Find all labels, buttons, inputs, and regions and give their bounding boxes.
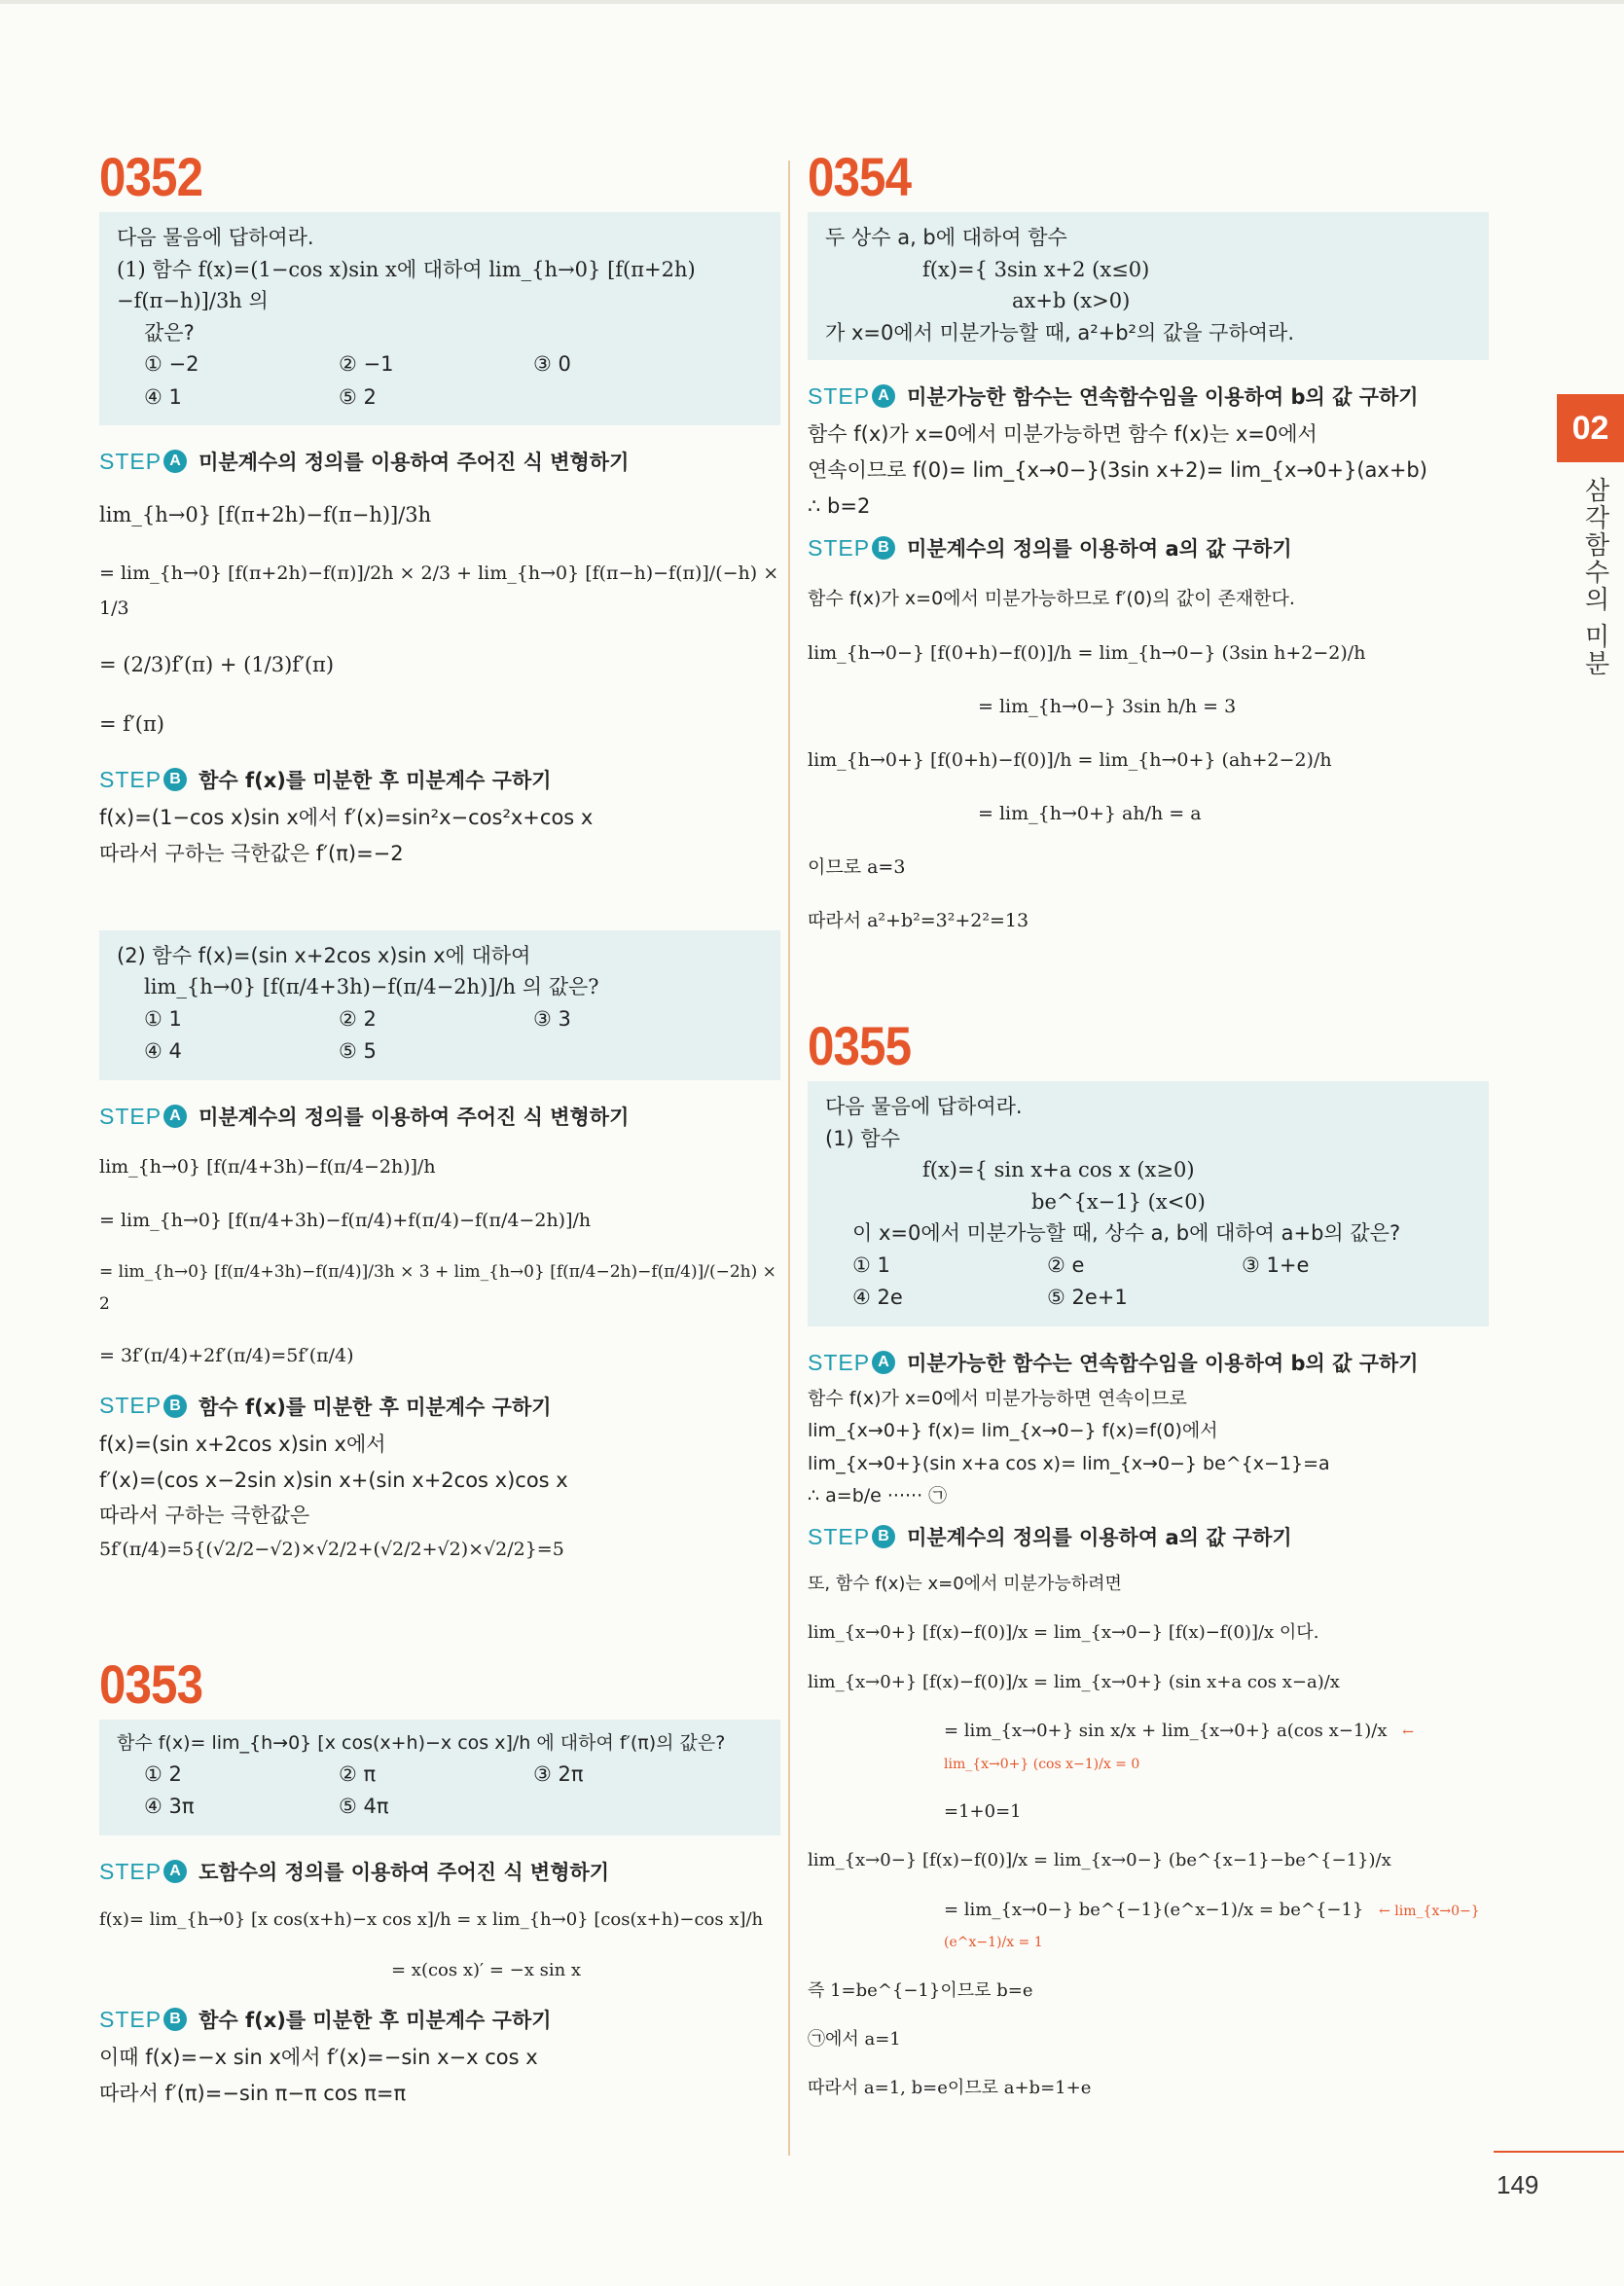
solution-line: 따라서 a²+b²=3²+2²=13 [808,910,1029,931]
choice-3[interactable]: ③ 1+e [1242,1252,1310,1277]
answer-choices [117,348,763,414]
step-tag: STEP [99,1103,162,1129]
step-tag: STEP [808,1523,871,1549]
step-tag: STEP [99,766,162,792]
choice-4[interactable]: ④ 3π [144,1795,195,1819]
margin-note: ← lim_{x→0−} (e^x−1)/x = 1 [944,1903,1480,1951]
math-line: =1+0=1 [944,1800,1022,1822]
math-line: = lim_{h→0} [f(π+2h)−f(π)]/2h × 2/3 + lim_{h→0} [f(π−h)−f(π)]/(−h) × 1/3 [99,562,779,620]
solution-line: 이때 f(x)=−x sin x에서 f′(x)=−sin x−x cos x [99,2046,538,2070]
step-title: 미분계수의 정의를 이용하여 주어진 식 변형하기 [198,1106,630,1130]
choice-5[interactable]: ⑤ 2 [339,384,377,409]
solution-line: ∴ b=2 [808,493,871,518]
choice-5[interactable]: ⑤ 4π [339,1795,389,1819]
step-b-badge-icon: B [163,2008,187,2031]
choice-3[interactable]: ③ 3 [533,1006,571,1031]
step-tag: STEP [99,2006,162,2032]
piecewise-line-2: ax+b (x>0) [1012,289,1131,313]
solution-line: f(x)=(sin x+2cos x)sin x에서 [99,1432,386,1456]
question-box-0353 [99,1720,780,1835]
choice-1[interactable]: ① 1 [852,1252,890,1277]
choice-2[interactable]: ② e [1047,1252,1085,1277]
math-line: = lim_{h→0} [f(π/4+3h)−f(π/4)]/3h × 3 + lim_{h→0} [f(π/4−2h)−f(π/4)]/(−2h) × 2 [99,1262,776,1314]
solution-line: 따라서 구하는 극한값은 f′(π)=−2 [99,841,404,865]
math-line: lim_{x→0−} [f(x)−f(0)]/x = lim_{x→0−} (be^{x−1}−be^{−1})/x [808,1850,1391,1871]
solution-line: 따라서 f′(π)=−sin π−π cos π=π [99,2082,407,2106]
question-text-cont: lim_{h→0} [f(π/4+3h)−f(π/4−2h)]/h 의 값은? [144,975,599,999]
page-number: 149 [1497,2170,1539,2199]
step-tag: STEP [808,534,871,561]
step-b-badge-icon: B [163,768,187,791]
question-outro: 이 x=0에서 미분가능할 때, 상수 a, b에 대하여 a+b의 값은? [852,1221,1401,1246]
choice-1[interactable]: ① 1 [144,1006,182,1031]
choice-2[interactable]: ② π [339,1761,377,1786]
step-b-heading [808,1522,1489,1551]
math-line: f(x)= lim_{h→0} [x cos(x+h)−x cos x]/h = x lim_{h→0} [cos(x+h)−cos x]/h [99,1909,764,1931]
step-tag: STEP [99,448,162,474]
solution-text [808,1383,1489,1512]
problem-number-0355: 0355 [808,1015,912,1077]
step-title: 함수 f(x)를 미분한 후 미분계수 구하기 [198,769,552,793]
solution-line: ㉠에서 a=1 [808,2028,901,2050]
problem-number-0354: 0354 [808,146,912,207]
math-line: = lim_{h→0−} 3sin h/h = 3 [978,695,1237,717]
question-text: (2) 함수 f(x)=(sin x+2cos x)sin x에 대하여 [117,943,531,967]
solution-line: 즉 1=be^{−1}이므로 b=e [808,1979,1033,2001]
choice-3[interactable]: ③ 0 [533,352,571,377]
solution-line: lim_{x→0+}(sin x+a cos x)= lim_{x→0−} be^{x−1}=a [808,1452,1330,1474]
solution-line: 5f′(π/4)=5{(√2/2−√2)×√2/2+(√2/2+√2)×√2/2}=5 [99,1539,564,1561]
question-intro: 다음 물음에 답하여라. [117,226,314,249]
math-text: = lim_{x→0−} be^{−1}(e^x−1)/x = be^{−1} [944,1899,1364,1920]
column-divider [788,161,790,2156]
step-a-heading [99,1102,780,1131]
solution-math [808,581,1489,938]
solution-math [99,1904,780,1987]
solution-line: 함수 f(x)가 x=0에서 미분가능하므로 f′(0)의 값이 존재한다. [808,588,1295,610]
step-title: 미분가능한 함수는 연속함수임을 이용하여 b의 값 구하기 [907,1352,1419,1376]
math-line: lim_{h→0+} [f(0+h)−f(0)]/h = lim_{h→0+} (ah+2−2)/h [808,748,1332,771]
math-line [808,1716,1489,1779]
step-a-heading [808,1348,1489,1377]
math-line: lim_{x→0+} [f(x)−f(0)]/x = lim_{x→0−} [f(x)−f(0)]/x 이다. [808,1622,1319,1644]
margin-note: ← lim_{x→0+} (cos x−1)/x = 0 [944,1724,1414,1772]
math-line: lim_{h→0} [f(π+2h)−f(π−h)]/3h [99,503,432,527]
step-tag: STEP [808,382,871,409]
step-tag: STEP [808,1349,871,1375]
spacer [99,1566,780,1653]
step-b-badge-icon: B [163,1395,187,1418]
top-border [0,0,1624,4]
step-a-heading [99,1857,780,1886]
step-a-badge-icon: A [872,1351,895,1374]
solution-text [808,417,1489,524]
solution-math [99,496,780,744]
step-b-heading [99,2005,780,2034]
step-title: 미분계수의 정의를 이용하여 a의 값 구하기 [907,1526,1292,1550]
math-line: lim_{h→0} [f(π/4+3h)−f(π/4−2h)]/h [99,1156,436,1179]
math-line: = (2/3)f′(π) + (1/3)f′(π) [99,653,335,677]
step-b-badge-icon: B [872,1525,895,1548]
chapter-tab[interactable]: 02 [1557,394,1624,462]
spacer [808,957,1489,1015]
step-a-badge-icon: A [163,1860,187,1883]
solution-line: 따라서 a=1, b=e이므로 a+b=1+e [808,2078,1092,2099]
step-title: 도함수의 정의를 이용하여 주어진 식 변형하기 [198,1861,610,1885]
math-line: = f′(π) [99,712,164,737]
math-line: = 3f′(π/4)+2f′(π/4)=5f′(π/4) [99,1344,354,1366]
right-column [808,146,1489,2123]
math-line [808,1895,1489,1958]
solution-line: 따라서 구하는 극한값은 [99,1504,310,1528]
step-b-heading [99,1392,780,1421]
piecewise-line-1: f(x)={ sin x+a cos x (x≥0) [922,1158,1195,1182]
question-text: (1) 함수 f(x)=(1−cos x)sin x에 대하여 lim_{h→0} [f(π+2h)−f(π−h)]/3h 의 [117,257,696,313]
question-outro: 가 x=0에서 미분가능할 때, a²+b²의 값을 구하여라. [825,320,1294,345]
choice-1[interactable]: ① 2 [144,1761,182,1786]
step-a-badge-icon: A [163,1105,187,1128]
piecewise-line-1: f(x)={ 3sin x+2 (x≤0) [922,257,1150,281]
answer-choices [825,1250,1471,1315]
math-line: = lim_{h→0} [f(π/4+3h)−f(π/4)+f(π/4)−f(π/4−2h)]/h [99,1210,592,1232]
solution-line: 연속이므로 f(0)= lim_{x→0−}(3sin x+2)= lim_{x→0+}(ax+b) [808,457,1427,482]
step-title: 미분계수의 정의를 이용하여 주어진 식 변형하기 [198,451,630,475]
solution-line: 또, 함수 f(x)는 x=0에서 미분가능하려면 [808,1574,1122,1595]
choice-5[interactable]: ⑤ 5 [339,1039,377,1064]
solution-text [99,2040,780,2112]
step-tag: STEP [99,1858,162,1884]
solution-line: 함수 f(x)가 x=0에서 미분가능하면 연속이므로 [808,1388,1187,1410]
math-line: lim_{x→0+} [f(x)−f(0)]/x = lim_{x→0+} (sin x+a cos x−a)/x [808,1671,1340,1692]
problem-number-0353: 0353 [99,1653,203,1716]
question-intro: 두 상수 a, b에 대하여 함수 [825,226,1067,249]
step-title: 미분가능한 함수는 연속함수임을 이용하여 b의 값 구하기 [907,385,1419,410]
step-title: 함수 f(x)를 미분한 후 미분계수 구하기 [198,1395,552,1419]
solution-text [99,800,780,872]
choice-4[interactable]: ④ 2e [852,1286,903,1310]
step-b-heading [99,765,780,794]
choice-2[interactable]: ② −1 [339,352,394,377]
chapter-title: 삼각함수의 미분 [1580,477,1609,678]
choice-3[interactable]: ③ 2π [533,1761,584,1786]
piecewise-line-2: be^{x−1} (x<0) [1031,1189,1206,1214]
left-column [99,146,780,2112]
solution-line: lim_{x→0+} f(x)= lim_{x→0−} f(x)=f(0)에서 [808,1420,1218,1442]
step-a-badge-icon: A [163,450,187,473]
choice-1[interactable]: ① −2 [144,352,199,377]
problem-number-0352: 0352 [99,146,203,207]
choice-2[interactable]: ② 2 [339,1006,377,1031]
choice-4[interactable]: ④ 1 [144,384,182,409]
question-box-0354 [808,212,1489,360]
question-text-cont: 값은? [144,320,195,345]
step-tag: STEP [99,1393,162,1419]
math-line: = lim_{h→0+} ah/h = a [978,802,1202,824]
math-line: lim_{h→0−} [f(0+h)−f(0)]/h = lim_{h→0−} (3sin h+2−2)/h [808,641,1366,664]
page-number-rule [1494,2151,1624,2153]
answer-choices [117,1003,763,1069]
math-text: = lim_{x→0+} sin x/x + lim_{x→0+} a(cos x−1)/x [944,1721,1388,1742]
choice-5[interactable]: ⑤ 2e+1 [1047,1286,1128,1310]
question-box-0352-2 [99,930,780,1080]
spacer [99,872,780,930]
step-a-heading [808,381,1489,411]
math-line: = x(cos x)′ = −x sin x [391,1960,582,1981]
step-a-badge-icon: A [872,384,895,408]
step-b-badge-icon: B [872,536,895,560]
step-title: 함수 f(x)를 미분한 후 미분계수 구하기 [198,2009,552,2033]
step-a-heading [99,447,780,476]
solution-text [99,1427,780,1567]
solution-math [808,1569,1489,2105]
step-b-heading [808,533,1489,562]
solution-math [99,1149,780,1373]
question-intro: 다음 물음에 답하여라. [825,1095,1023,1119]
choice-4[interactable]: ④ 4 [144,1039,182,1064]
solution-line: 함수 f(x)가 x=0에서 미분가능하면 함수 f(x)는 x=0에서 [808,422,1317,447]
solution-line: f′(x)=(cos x−2sin x)sin x+(sin x+2cos x)cos x [99,1468,568,1492]
step-title: 미분계수의 정의를 이용하여 a의 값 구하기 [907,537,1292,562]
answer-choices [117,1759,763,1824]
question-box-0355 [808,1081,1489,1326]
question-text: 함수 f(x)= lim_{h→0} [x cos(x+h)−x cos x]/h 에 대하여 f′(π)의 값은? [117,1732,726,1755]
solution-line: f(x)=(1−cos x)sin x에서 f′(x)=sin²x−cos²x+cos x [99,806,594,830]
question-box-0352-1 [99,212,780,425]
solution-line: ∴ a=b/e ······ ㉠ [808,1484,948,1506]
solution-line: 이므로 a=3 [808,855,906,878]
question-text: (1) 함수 [825,1126,900,1150]
